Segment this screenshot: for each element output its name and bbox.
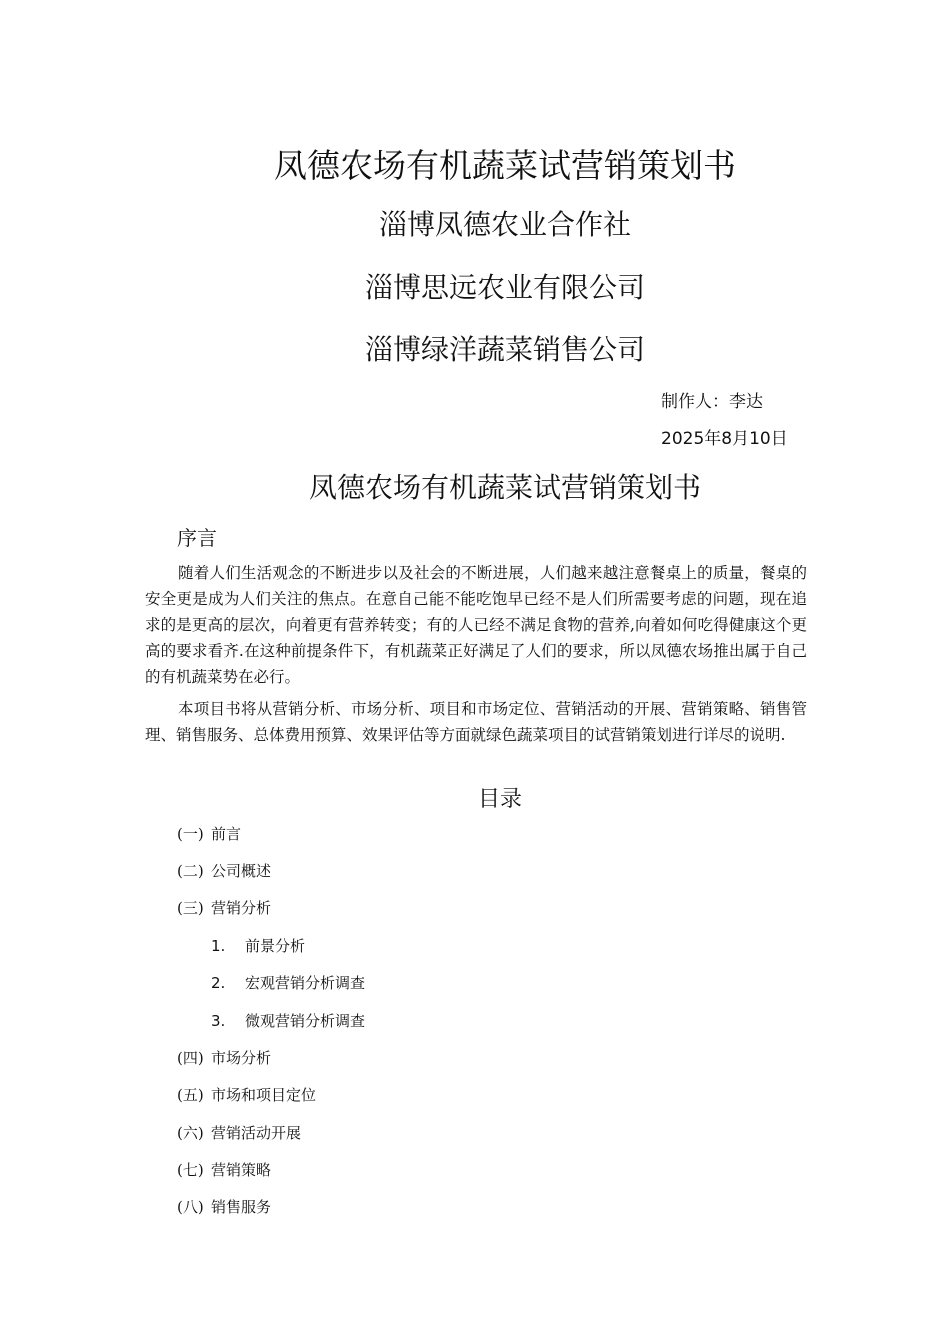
preface-paragraph-1: 随着人们生活观念的不断进步以及社会的不断进展，人们越来越注意餐桌上的质量，餐桌的安全更是成为人们关注的焦点。在意自己能不能吃饱早已经不是人们所需要考虑的问题，现在追求的是更高的层次，向着更有营养转变；有的人已经不满足食物的营养,向着如何吃得健康这个更高的要求看齐.在这种前提条件下，有机蔬菜正好满足了人们的要求，所以凤德农场推出属于自己的有机蔬菜势在必行。 [145,564,807,686]
document-subtitle: 凤德农场有机蔬菜试营销策划书 [308,471,701,504]
toc-item-number: 1. [211,937,226,955]
toc-item[interactable] [177,1122,301,1143]
toc-item-number: 3. [211,1012,226,1030]
toc-heading: 目录 [477,787,522,812]
toc-item[interactable] [177,823,241,844]
author-line: 制作人：李达 [661,392,763,412]
document-date: 2025年8月10日 [661,429,788,449]
organization-1: 淄博凤德农业合作社 [378,208,631,241]
preface-heading: 序言 [177,526,217,550]
toc-item-number: (四) [177,1049,204,1067]
toc-subitem[interactable] [211,935,305,956]
toc-item-number: (五) [177,1086,204,1104]
toc-item-label: 前言 [211,825,242,843]
preface-paragraph-2: 本项目书将从营销分析、市场分析、项目和市场定位、营销活动的开展、营销策略、销售管理、销售服务、总体费用预算、效果评估等方面就绿色蔬菜项目的试营销策划进行详尽的说明. [145,700,807,744]
toc-item-label: 微观营销分析调查 [245,1012,366,1030]
toc-item-label: 营销分析 [211,899,272,917]
toc-item[interactable] [177,1047,271,1068]
toc-item[interactable] [177,1159,271,1180]
organization-2: 淄博思远农业有限公司 [364,271,645,304]
toc-subitem[interactable] [211,972,365,993]
toc-item-label: 公司概述 [211,862,272,880]
organization-3: 淄博绿洋蔬菜销售公司 [364,333,645,366]
toc-item-number: (八) [177,1198,204,1216]
toc-item[interactable] [177,1084,316,1105]
toc-item-label: 市场分析 [211,1049,272,1067]
toc-item-label: 销售服务 [211,1198,272,1216]
toc-item-number: 2. [211,974,226,992]
toc-item[interactable] [177,1196,271,1217]
document-title: 凤德农场有机蔬菜试营销策划书 [274,146,736,185]
toc-item-number: (七) [177,1161,204,1179]
toc-item-label: 营销活动开展 [211,1124,302,1142]
toc-item-label: 宏观营销分析调查 [245,974,366,992]
toc-item-number: (六) [177,1124,204,1142]
toc-item-number: (三) [177,899,204,917]
toc-item[interactable] [177,860,271,881]
toc-item[interactable] [177,897,271,918]
toc-item-number: (一) [177,825,204,843]
toc-item-label: 营销策略 [211,1161,272,1179]
toc-subitem[interactable] [211,1010,365,1031]
toc-item-label: 前景分析 [245,937,306,955]
toc-item-number: (二) [177,862,204,880]
toc-item-label: 市场和项目定位 [211,1086,317,1104]
